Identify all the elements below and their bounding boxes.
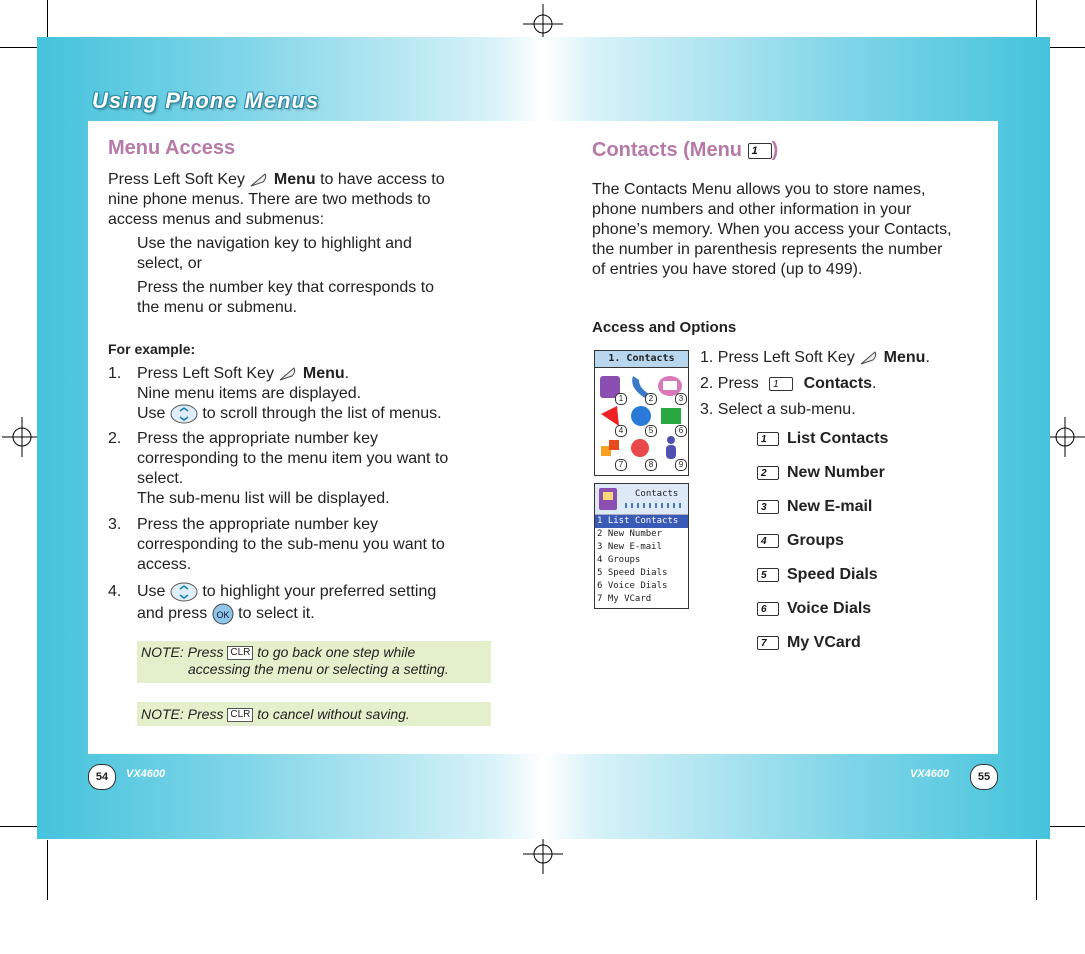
list-item: 7 My VCard — [597, 594, 652, 604]
step-text: . — [925, 349, 930, 366]
screen-title: Contacts — [635, 489, 679, 499]
step-text: . — [872, 375, 877, 392]
note-text: NOTE: Press — [141, 644, 224, 660]
note-text: to go back one step while — [257, 644, 416, 660]
grid-digit: 1 — [615, 393, 627, 405]
note-line — [141, 644, 415, 660]
menu-icon-games — [601, 440, 619, 456]
method-1-line-1: Use the navigation key to highlight and — [137, 235, 412, 252]
contacts-submenu-list — [595, 515, 688, 606]
contacts-heading — [592, 139, 778, 162]
access-step-2 — [700, 374, 877, 394]
phone-screen-menu-grid — [594, 350, 689, 476]
step-text: . — [344, 365, 350, 382]
submenu-label: List Contacts — [787, 430, 889, 447]
submenu-voice-dials — [757, 600, 871, 618]
heading-text: ) — [771, 139, 779, 161]
menu-icon-settings — [666, 436, 676, 459]
step-1-line-1 — [137, 364, 349, 384]
page-number-right: 55 — [970, 764, 998, 790]
step-2-line-4: The sub-menu list will be displayed. — [137, 490, 390, 507]
screen-title: 1. Contacts — [595, 351, 688, 368]
menu-grid-icons — [595, 368, 688, 474]
crop-mark — [1036, 0, 1037, 37]
registration-mark-icon — [1045, 417, 1085, 457]
crop-mark — [47, 0, 48, 37]
step-number: 3. — [108, 516, 122, 533]
menu-label: Menu — [273, 171, 316, 188]
menu-icon-media — [631, 439, 649, 457]
submenu-label: New E-mail — [787, 498, 873, 515]
grid-digit: 3 — [675, 393, 687, 405]
crop-mark — [1048, 826, 1085, 827]
note-line: accessing the menu or selecting a setting. — [188, 661, 449, 677]
step-text: and press — [137, 605, 208, 623]
step-1-line-3 — [137, 404, 442, 424]
step-1-line-2: Nine menu items are displayed. — [137, 385, 362, 402]
contacts-intro-line: phone numbers and other information in your — [592, 201, 912, 218]
contacts-intro-line: of entries you have stored (up to 499). — [592, 261, 863, 278]
list-item: 1 List Contacts — [595, 515, 688, 528]
grid-digit: 9 — [675, 459, 687, 471]
note-line — [141, 706, 410, 722]
step-text: 2. Press — [700, 375, 759, 392]
step-text: Use — [137, 405, 166, 423]
submenu-speed-dials — [757, 566, 878, 584]
list-item: 2 New Number — [597, 529, 663, 539]
submenu-label: Speed Dials — [787, 566, 878, 583]
intro-text: to have access to — [315, 171, 445, 188]
left-soft-key-icon — [278, 366, 298, 382]
menu-access-heading: Menu Access — [108, 137, 236, 159]
phone-screen-contacts-menu — [594, 483, 689, 609]
step-3-line-2: corresponding to the sub-menu you want to — [137, 536, 445, 553]
registration-mark-icon — [2, 417, 42, 457]
step-number: 4. — [108, 583, 122, 600]
intro-text: Press Left Soft Key — [108, 171, 245, 188]
grid-digit: 8 — [645, 459, 657, 471]
page-number-left: 54 — [88, 764, 116, 790]
contacts-intro-line: The Contacts Menu allows you to store names, — [592, 181, 926, 198]
key-1-icon: 1 — [769, 377, 793, 391]
left-soft-key-icon — [249, 172, 269, 188]
key-1-icon: 1 — [757, 432, 779, 446]
list-item: 4 Groups — [597, 555, 641, 565]
submenu-new-email — [757, 498, 872, 516]
step-2-line-2: corresponding to the menu item you want to — [137, 450, 449, 467]
page-title: Using Phone Menus — [92, 88, 320, 113]
submenu-groups — [757, 532, 844, 550]
menu-icon-internet — [631, 406, 651, 426]
method-2-line-1: Press the number key that corresponds to — [137, 279, 435, 296]
key-6-icon: 6 — [757, 602, 779, 616]
ok-key-icon — [212, 603, 234, 625]
clr-key-icon: CLR — [227, 708, 253, 722]
menu-label: Menu — [302, 365, 345, 382]
grid-digit: 4 — [615, 425, 627, 437]
step-text: 1. Press Left Soft Key — [700, 349, 855, 366]
key-5-icon: 5 — [757, 568, 779, 582]
step-text: to highlight your preferred setting — [202, 583, 437, 601]
submenu-label: My VCard — [787, 634, 861, 651]
navigation-key-icon — [170, 404, 198, 424]
step-text: Press Left Soft Key — [137, 365, 274, 382]
key-7-icon: 7 — [757, 636, 779, 650]
submenu-label: New Number — [787, 464, 885, 481]
method-2-line-2: the menu or submenu. — [137, 299, 298, 316]
grid-digit: 5 — [645, 425, 657, 437]
access-step-3: 3. Select a sub-menu. — [700, 401, 856, 418]
note-box — [137, 702, 491, 726]
grid-digit: 2 — [645, 393, 657, 405]
crop-mark — [0, 47, 37, 48]
menu-label: Menu — [883, 349, 926, 366]
step-number: 1. — [108, 365, 122, 382]
key-2-icon: 2 — [757, 466, 779, 480]
crop-mark — [0, 826, 37, 827]
access-options-heading: Access and Options — [592, 319, 737, 336]
step-3-line-3: access. — [137, 556, 192, 573]
submenu-new-number — [757, 464, 885, 482]
grid-digit: 7 — [615, 459, 627, 471]
step-text: Use — [137, 583, 166, 601]
submenu-my-vcard — [757, 634, 861, 652]
svg-text:OK: OK — [216, 610, 230, 620]
key-3-icon: 3 — [757, 500, 779, 514]
screen-header — [595, 484, 688, 515]
registration-mark-icon — [523, 834, 563, 874]
key-4-icon: 4 — [757, 534, 779, 548]
submenu-label: Groups — [787, 532, 844, 549]
list-item: 5 Speed Dials — [597, 568, 668, 578]
intro-line-1 — [108, 170, 445, 190]
model-name-right: VX4600 — [910, 768, 950, 780]
crop-mark — [47, 840, 48, 900]
menu-icon-alert — [601, 406, 619, 426]
example-label: For example: — [108, 341, 196, 357]
step-4-line-1 — [137, 582, 436, 602]
model-name-left: VX4600 — [126, 768, 166, 780]
contacts-book-icon — [598, 487, 620, 511]
step-number: 2. — [108, 430, 122, 447]
crop-mark — [1036, 840, 1037, 900]
step-text: to scroll through the list of menus. — [202, 405, 442, 423]
access-step-1 — [700, 348, 930, 368]
scroll-indicator — [625, 503, 683, 508]
contacts-intro-line: phone’s memory. When you access your Contacts, — [592, 221, 952, 238]
intro-line-2: nine phone menus. There are two methods to — [108, 191, 431, 208]
intro-line-3: access menus and submenus: — [108, 211, 325, 228]
step-3-line-1: Press the appropriate number key — [137, 516, 379, 533]
crop-mark — [1048, 47, 1085, 48]
note-box — [137, 641, 491, 683]
grid-digit: 6 — [675, 425, 687, 437]
list-item: 3 New E-mail — [597, 542, 663, 552]
navigation-key-icon — [170, 582, 198, 602]
note-text: to cancel without saving. — [257, 706, 410, 722]
contacts-intro-line: the number in parenthesis represents the number — [592, 241, 943, 258]
key-1-icon: 1 — [748, 143, 772, 159]
submenu-list-contacts — [757, 430, 888, 448]
list-item: 6 Voice Dials — [597, 581, 668, 591]
step-2-line-1: Press the appropriate number key — [137, 430, 379, 447]
step-text: to select it. — [238, 605, 315, 623]
heading-text: Contacts (Menu — [592, 139, 742, 161]
clr-key-icon: CLR — [227, 646, 253, 660]
step-4-line-2 — [137, 603, 315, 625]
menu-icon-tools — [661, 408, 681, 424]
step-2-line-3: select. — [137, 470, 184, 487]
left-soft-key-icon — [859, 350, 879, 366]
note-text: NOTE: Press — [141, 706, 224, 722]
contacts-label: Contacts — [803, 375, 873, 392]
method-1-line-2: select, or — [137, 255, 202, 272]
submenu-label: Voice Dials — [787, 600, 872, 617]
